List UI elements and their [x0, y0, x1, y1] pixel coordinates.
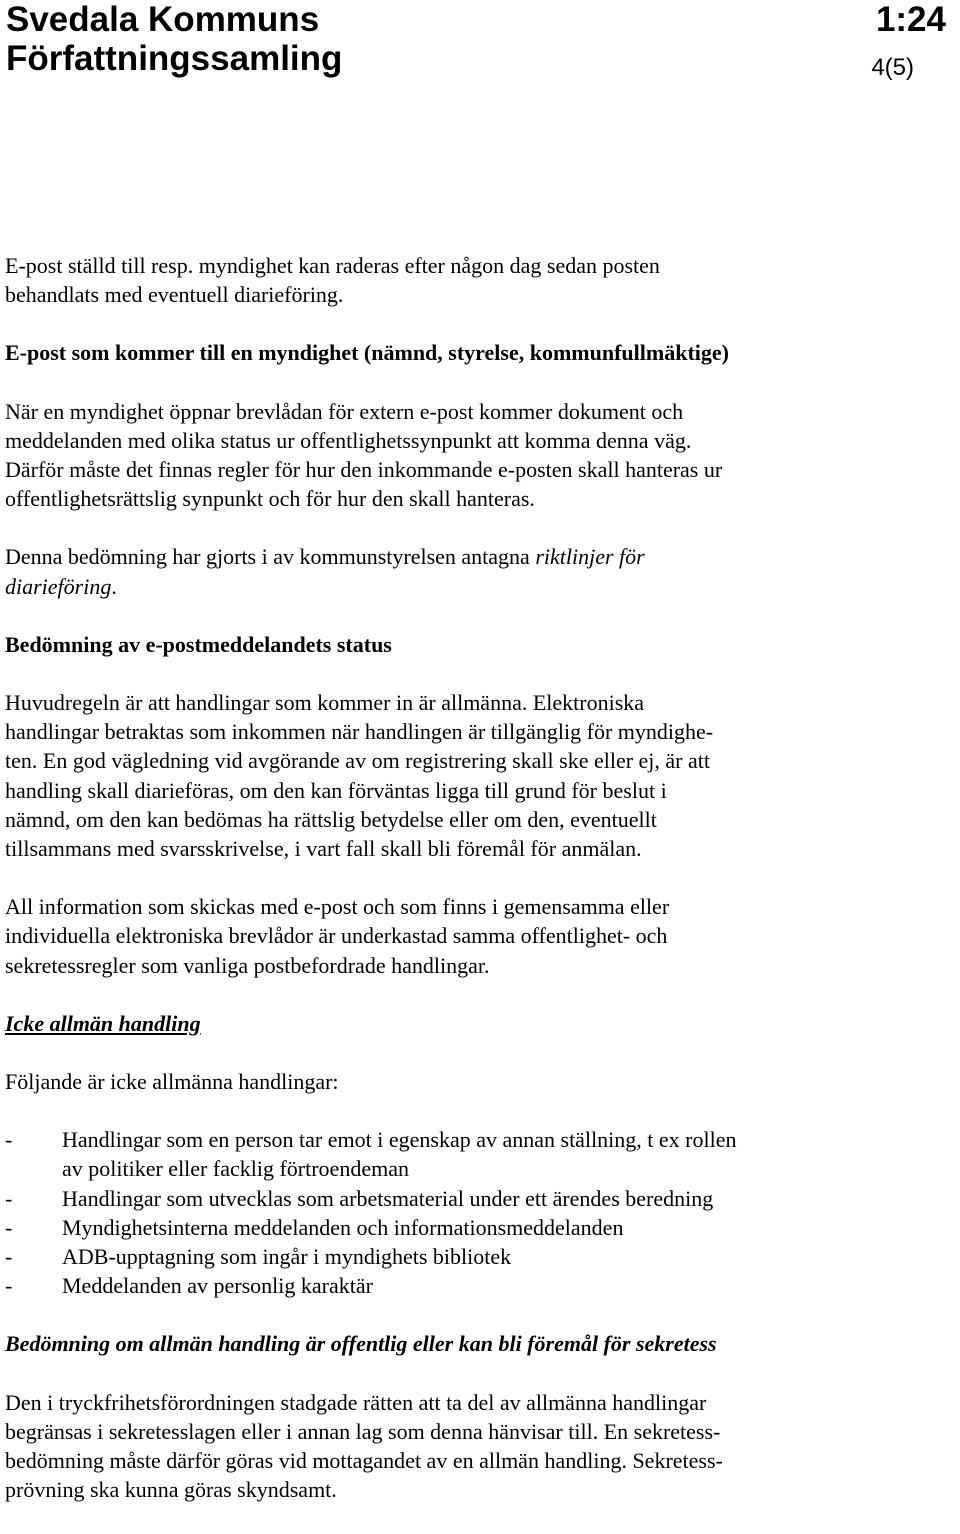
title-line-collection: Författningssamling: [6, 39, 343, 78]
page-header: [6, 0, 946, 90]
heading-incoming-email: E-post som kommer till en myndighet (nämnd, styrelse, kommunfullmäktige): [5, 340, 729, 366]
non-public-documents-list: [5, 1125, 905, 1300]
text-line: begränsas i sekretesslagen eller i annan lag som denna hänvisar till. En sekretess-: [5, 1418, 721, 1444]
text-line: Den i tryckfrihetsförordningen stadgade rätten att ta del av allmänna handlingar: [5, 1389, 707, 1415]
title-line-municipality: Svedala Kommuns: [6, 0, 320, 39]
list-item: [5, 1184, 905, 1213]
text-line: ten. En god vägledning vid avgörande av om registrering skall ske eller ej, är att: [5, 748, 710, 774]
list-item: [5, 1242, 905, 1271]
paragraph-all-information: [5, 892, 905, 980]
guideline-title-italic: diarieföring: [5, 573, 112, 599]
list-item-text: av politiker eller facklig förtroendeman: [62, 1156, 409, 1182]
list-item-text: ADB-upptagning som ingår i myndighets bibliotek: [62, 1244, 512, 1270]
list-item-text: Handlingar som utvecklas som arbetsmaterial under ett ärendes beredning: [62, 1185, 714, 1211]
list-item: [5, 1125, 905, 1183]
text-span: Denna bedömning har gjorts i av kommunstyrelsen antagna: [5, 544, 536, 570]
text-line: prövning ska kunna göras skyndsamt.: [5, 1477, 337, 1503]
list-item-text: Myndighetsinterna meddelanden och informationsmeddelanden: [62, 1214, 624, 1240]
text-line: [5, 572, 905, 601]
text-line: Därför måste det finnas regler för hur den inkommande e-posten skall hanteras ur: [5, 457, 723, 483]
heading-email-status: Bedömning av e-postmeddelandets status: [5, 631, 392, 657]
dash-bullet: -: [5, 1127, 13, 1153]
paragraph-external-mailbox: [5, 397, 905, 514]
list-item: [5, 1213, 905, 1242]
paragraph-list-intro: Följande är icke allmänna handlingar:: [5, 1069, 339, 1095]
text-line: All information som skickas med e-post och som finns i gemensamma eller: [5, 894, 670, 920]
list-item: [5, 1271, 905, 1300]
dash-bullet: -: [5, 1244, 13, 1270]
text-line: nämnd, om den kan bedömas ha rättslig betydelse eller om den, eventuellt: [5, 806, 657, 832]
text-span: .: [111, 573, 117, 599]
dash-bullet: -: [5, 1185, 13, 1211]
document-title: [6, 0, 342, 78]
text-line: individuella elektroniska brevlådor är underkastad samma offentlighet- och: [5, 923, 668, 949]
heading-secrecy-assessment: Bedömning om allmän handling är offentlig eller kan bli föremål för sekretess: [5, 1331, 717, 1357]
text-line: bedömning måste därför göras vid mottagandet av en allmän handling. Sekretess-: [5, 1448, 723, 1474]
text-line: sekretessregler som vanliga postbefordrade handlingar.: [5, 952, 490, 978]
page-number: 4(5): [871, 54, 914, 81]
text-line: E-post ställd till resp. myndighet kan raderas efter någon dag sedan posten: [5, 253, 660, 278]
text-line: offentlighetsrättslig synpunkt och för hur den skall hanteras.: [5, 486, 535, 512]
list-item-text: Meddelanden av personlig karaktär: [62, 1273, 373, 1299]
paragraph-assessment-basis: [5, 542, 905, 600]
guideline-title-italic: riktlinjer för: [535, 544, 645, 570]
document-body: [5, 251, 905, 1534]
heading-non-public-document: Icke allmän handling: [5, 1010, 201, 1036]
paragraph-main-rule: [5, 688, 905, 863]
text-line: tillsammans med svarsskrivelse, i vart fall skall bli föremål för anmälan.: [5, 836, 642, 862]
text-line: handlingar betraktas som inkommen när handlingen är tillgänglig för myndighe-: [5, 719, 714, 745]
text-line: handling skall diarieföras, om den kan förväntas ligga till grund för beslut i: [5, 777, 667, 803]
dash-bullet: -: [5, 1214, 13, 1240]
list-item-text: Handlingar som en person tar emot i egenskap av annan ställning, t ex rollen: [62, 1127, 737, 1153]
text-line: behandlats med eventuell diarieföring.: [5, 282, 344, 308]
text-line: När en myndighet öppnar brevlådan för extern e-post kommer dokument och: [5, 398, 684, 424]
text-line: meddelanden med olika status ur offentlighetssynpunkt att komma denna väg.: [5, 427, 692, 453]
dash-bullet: -: [5, 1273, 13, 1299]
statute-number: 1:24: [875, 0, 946, 39]
paragraph-secrecy-review: [5, 1388, 905, 1505]
text-line: Huvudregeln är att handlingar som kommer in är allmänna. Elektroniska: [5, 690, 645, 716]
paragraph-email-deletion: [5, 251, 905, 309]
